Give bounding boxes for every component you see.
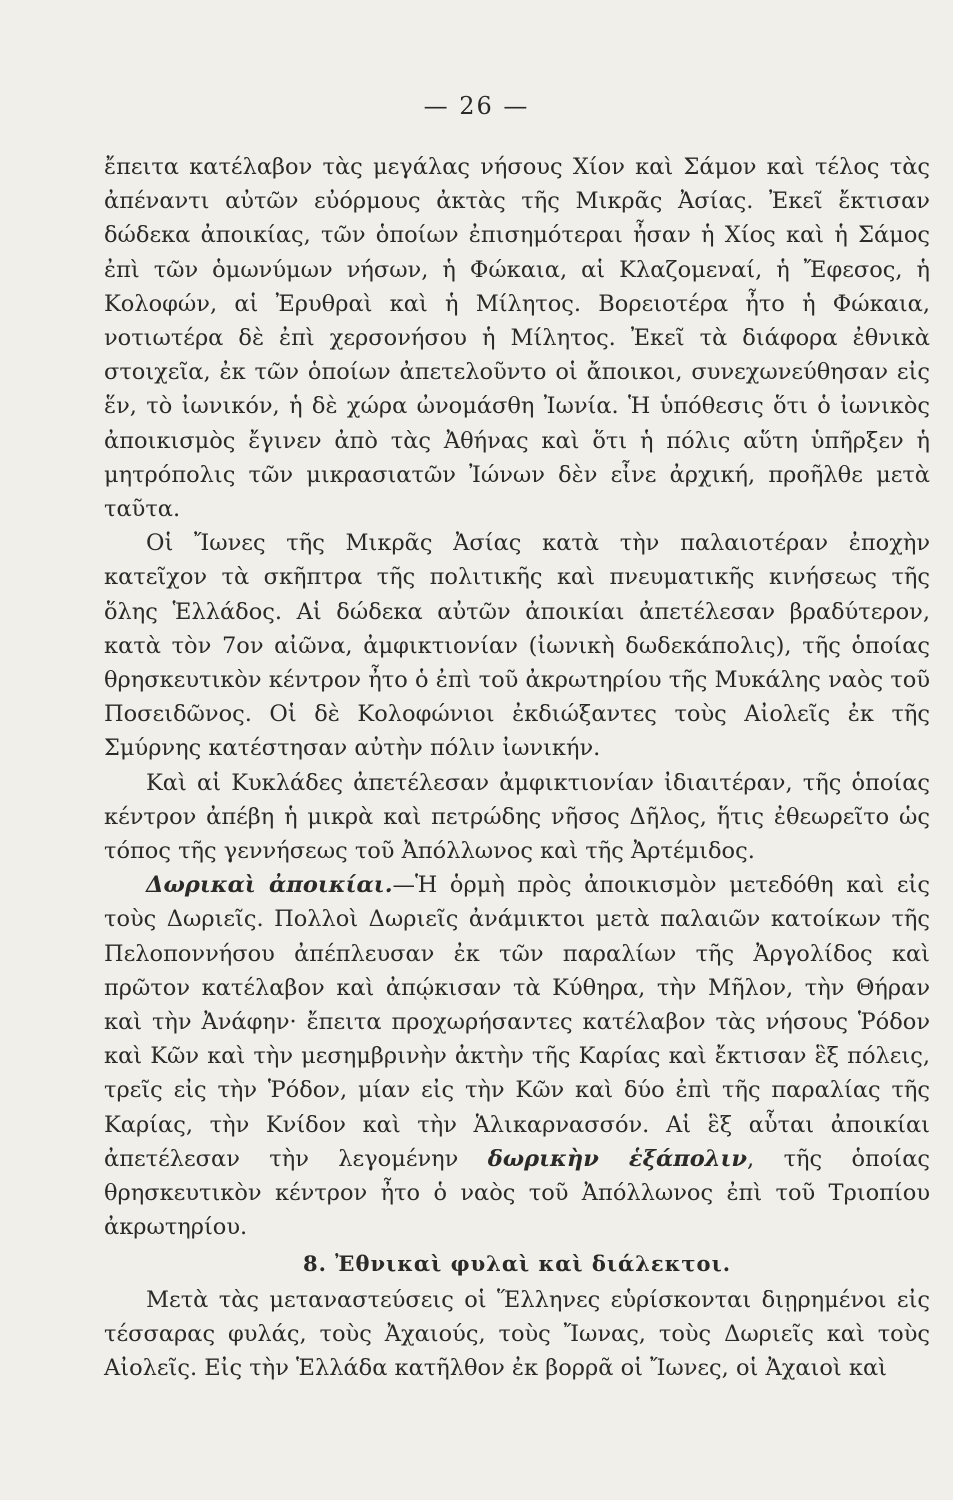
body-text: [104, 150, 930, 1385]
paragraph-cyclades: Καὶ αἱ Κυκλάδες ἀπετέλεσαν ἀμφικτιονίαν ἰδιαιτέραν, τῆς ὁποίας κέντρον ἀπέβη ἡ μικρὰ καὶ πετρώδης νῆσος Δῆλος, ἥτις ἐθεωρεῖτο ὡς τόπος τῆς γεννήσεως τοῦ Ἀπόλλωνος καὶ τῆς Ἀρτέμιδος.: [104, 769, 930, 865]
dorian-text-before: —Ἡ ὁρμὴ πρὸς ἀποικισμὸν μετεδόθη καὶ εἰς τοὺς Δωριεῖς. Πολλοὶ Δωριεῖς ἀνάμικτοι μετὰ παλαιῶν κατοίκων τῆς Πελοποννήσου ἀπέπλευσαν ἐκ τῶν παραλίων τῆς Ἀργολίδος καὶ πρῶτον κατέλαβον καὶ ἀπῴκισαν τὰ Κύθηρα, τὴν Μῆλον, τὴν Θήραν καὶ τὴν Ἀνάφην· ἔπειτα προχωρήσαντες κατέλαβον τὰς νήσους Ῥόδον καὶ Κῶν καὶ τὴν μεσημβρινὴν ἀκτὴν τῆς Καρίας καὶ ἔκτισαν ἓξ πόλεις, τρεῖς εἰς τὴν Ῥόδον, μίαν εἰς τὴν Κῶν καὶ δύο ἐπὶ τῆς παραλίας τῆς Καρίας, τὴν Κνίδον καὶ τὴν Ἁλικαρνασσόν. Αἱ ἓξ αὗται ἀποικίαι ἀπετέλεσαν τὴν λεγομένην: [104, 872, 930, 1172]
paragraph-tribes: Μετὰ τὰς μεταναστεύσεις οἱ Ἕλληνες εὑρίσκονται διῃρημένοι εἰς τέσσαρας φυλάς, τοὺς Ἀχαιούς, τοὺς Ἴωνας, τοὺς Δωριεῖς καὶ τοὺς Αἰολεῖς. Εἰς τὴν Ἑλλάδα κατῆλθον ἐκ βορρᾶ οἱ Ἴωνες, οἱ Ἀχαιοὶ καὶ: [104, 1286, 930, 1382]
paragraph-dorian-colonies: [104, 868, 930, 1244]
section-heading: 8. Ἐθνικαὶ φυλαὶ καὶ διάλεκτοι.: [302, 1250, 732, 1276]
page-number: — 26 —: [423, 92, 530, 120]
dorian-colonies-title: Δωρικαὶ ἀποικίαι.: [146, 872, 393, 899]
dorian-hexapolis-emphasis: δωρικὴν ἑξάπολιν: [487, 1145, 748, 1172]
dorian-text-after: , τῆς ὁποίας θρησκευτικὸν κέντρον ἦτο ὁ ναὸς τοῦ Ἀπόλλωνος ἐπὶ τοῦ Τριοπίου ἀκρωτηρίου.: [104, 1145, 930, 1241]
paragraph-ionian-colonies: ἔπειτα κατέλαβον τὰς μεγάλας νήσους Χίον καὶ Σάμον καὶ τέλος τὰς ἀπέναντι αὐτῶν εὐόρμους ἀκτὰς τῆς Μικρᾶς Ἀσίας. Ἐκεῖ ἔκτισαν δώδεκα ἀποικίας, τῶν ὁποίων ἐπισημότεραι ἦσαν ἡ Χίος καὶ ἡ Σάμος ἐπὶ τῶν ὁμωνύμων νήσων, ἡ Φώκαια, αἱ Κλαζομεναί, ἡ Ἔφεσος, ἡ Κολοφών, αἱ Ἐρυθραὶ καὶ ἡ Μίλητος. Βορειοτέρα ἦτο ἡ Φώκαια, νοτιωτέρα δὲ ἐπὶ χερσονήσου ἡ Μίλητος. Ἐκεῖ τὰ διάφορα ἐθνικὰ στοιχεῖα, ἐκ τῶν ὁποίων ἀπετελοῦντο οἱ ἄποικοι, συνεχωνεύθησαν εἰς ἕν, τὸ ἰωνικόν, ἡ δὲ χώρα ὠνομάσθη Ἰωνία. Ἡ ὑπόθεσις ὅτι ὁ ἰωνικὸς ἀποικισμὸς ἔγινεν ἀπὸ τὰς Ἀθήνας καὶ ὅτι ἡ πόλις αὕτη ὑπῆρξεν ἡ μητρόπολις τῶν μικρασιατῶν Ἰώνων δὲν εἶνε ἀρχική, προῆλθε μετὰ ταῦτα.: [104, 154, 930, 523]
paragraph-ionian-league: Οἱ Ἴωνες τῆς Μικρᾶς Ἀσίας κατὰ τὴν παλαιοτέραν ἐποχὴν κατεῖχον τὰ σκῆπτρα τῆς πολιτικῆς καὶ πνευματικῆς κινήσεως τῆς ὅλης Ἑλλάδος. Αἱ δώδεκα αὐτῶν ἀποικίαι ἀπετέλεσαν βραδύτερον, κατὰ τὸν 7ον αἰῶνα, ἀμφικτιονίαν (ἰωνικὴ δωδεκάπολις), τῆς ὁποίας θρησκευτικὸν κέντρον ἦτο ὁ ἐπὶ τοῦ ἀκρωτηρίου τῆς Μυκάλης ναὸς τοῦ Ποσειδῶνος. Οἱ δὲ Κολοφώνιοι ἐκδιώξαντες τοὺς Αἰολεῖς ἐκ τῆς Σμύρνης κατέστησαν αὐτὴν πόλιν ἰωνικήν.: [104, 530, 930, 762]
